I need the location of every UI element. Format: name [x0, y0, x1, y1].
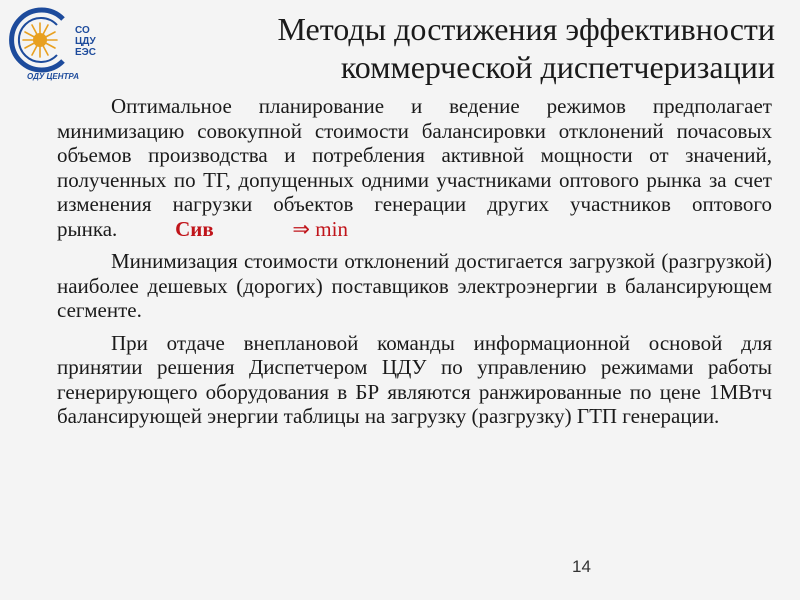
paragraph-3: При отдаче внеплановой команды информационной основой для принятии решения Диспетчером ЦДУ по управлению режимами работы генерирующего оборудования в БР являются ранжированные по цене 1МВтч балансирующей энергии таблицы на загрузку (разгрузку) ГТП генерации.: [57, 330, 772, 428]
logo-abbr-line-2: ЦДУ: [75, 36, 96, 47]
formula-symbol: Сив: [175, 216, 214, 241]
formula-target: min: [315, 216, 348, 241]
slide-title: [120, 10, 775, 86]
slide-title-line-1: Методы достижения эффективности: [277, 11, 775, 47]
implies-arrow-icon: ⇒: [292, 216, 311, 241]
slide-title-line-2: коммерческой диспетчеризации: [340, 49, 775, 85]
paragraph-2: Минимизация стоимости отклонений достигается загрузкой (разгрузкой) наиболее дешевых (дорогих) поставщиков электроэнергии в балансирующем сегменте.: [57, 249, 772, 322]
logo-caption: ОДУ ЦЕНТРА: [27, 72, 79, 81]
page-number: 14: [572, 557, 591, 576]
sun-emblem-icon: [5, 5, 75, 75]
paragraph-1: [57, 94, 772, 241]
company-logo: [5, 5, 105, 85]
cost-formula: [175, 217, 348, 241]
paragraph-1-text: Оптимальное планирование и ведение режимов предполагает минимизацию совокупной стоимости балансировки отклонений почасовых объемов производства и потребления активной мощности от значений, полученных по ТГ, допущенных одними участниками оптового рынка за счет изменения нагрузки объектов генерации других участников оптового рынка.: [57, 94, 772, 241]
slide-body: [57, 94, 772, 437]
logo-abbr-line-3: ЕЭС: [75, 47, 97, 58]
logo-abbr-line-1: СО: [75, 25, 90, 36]
